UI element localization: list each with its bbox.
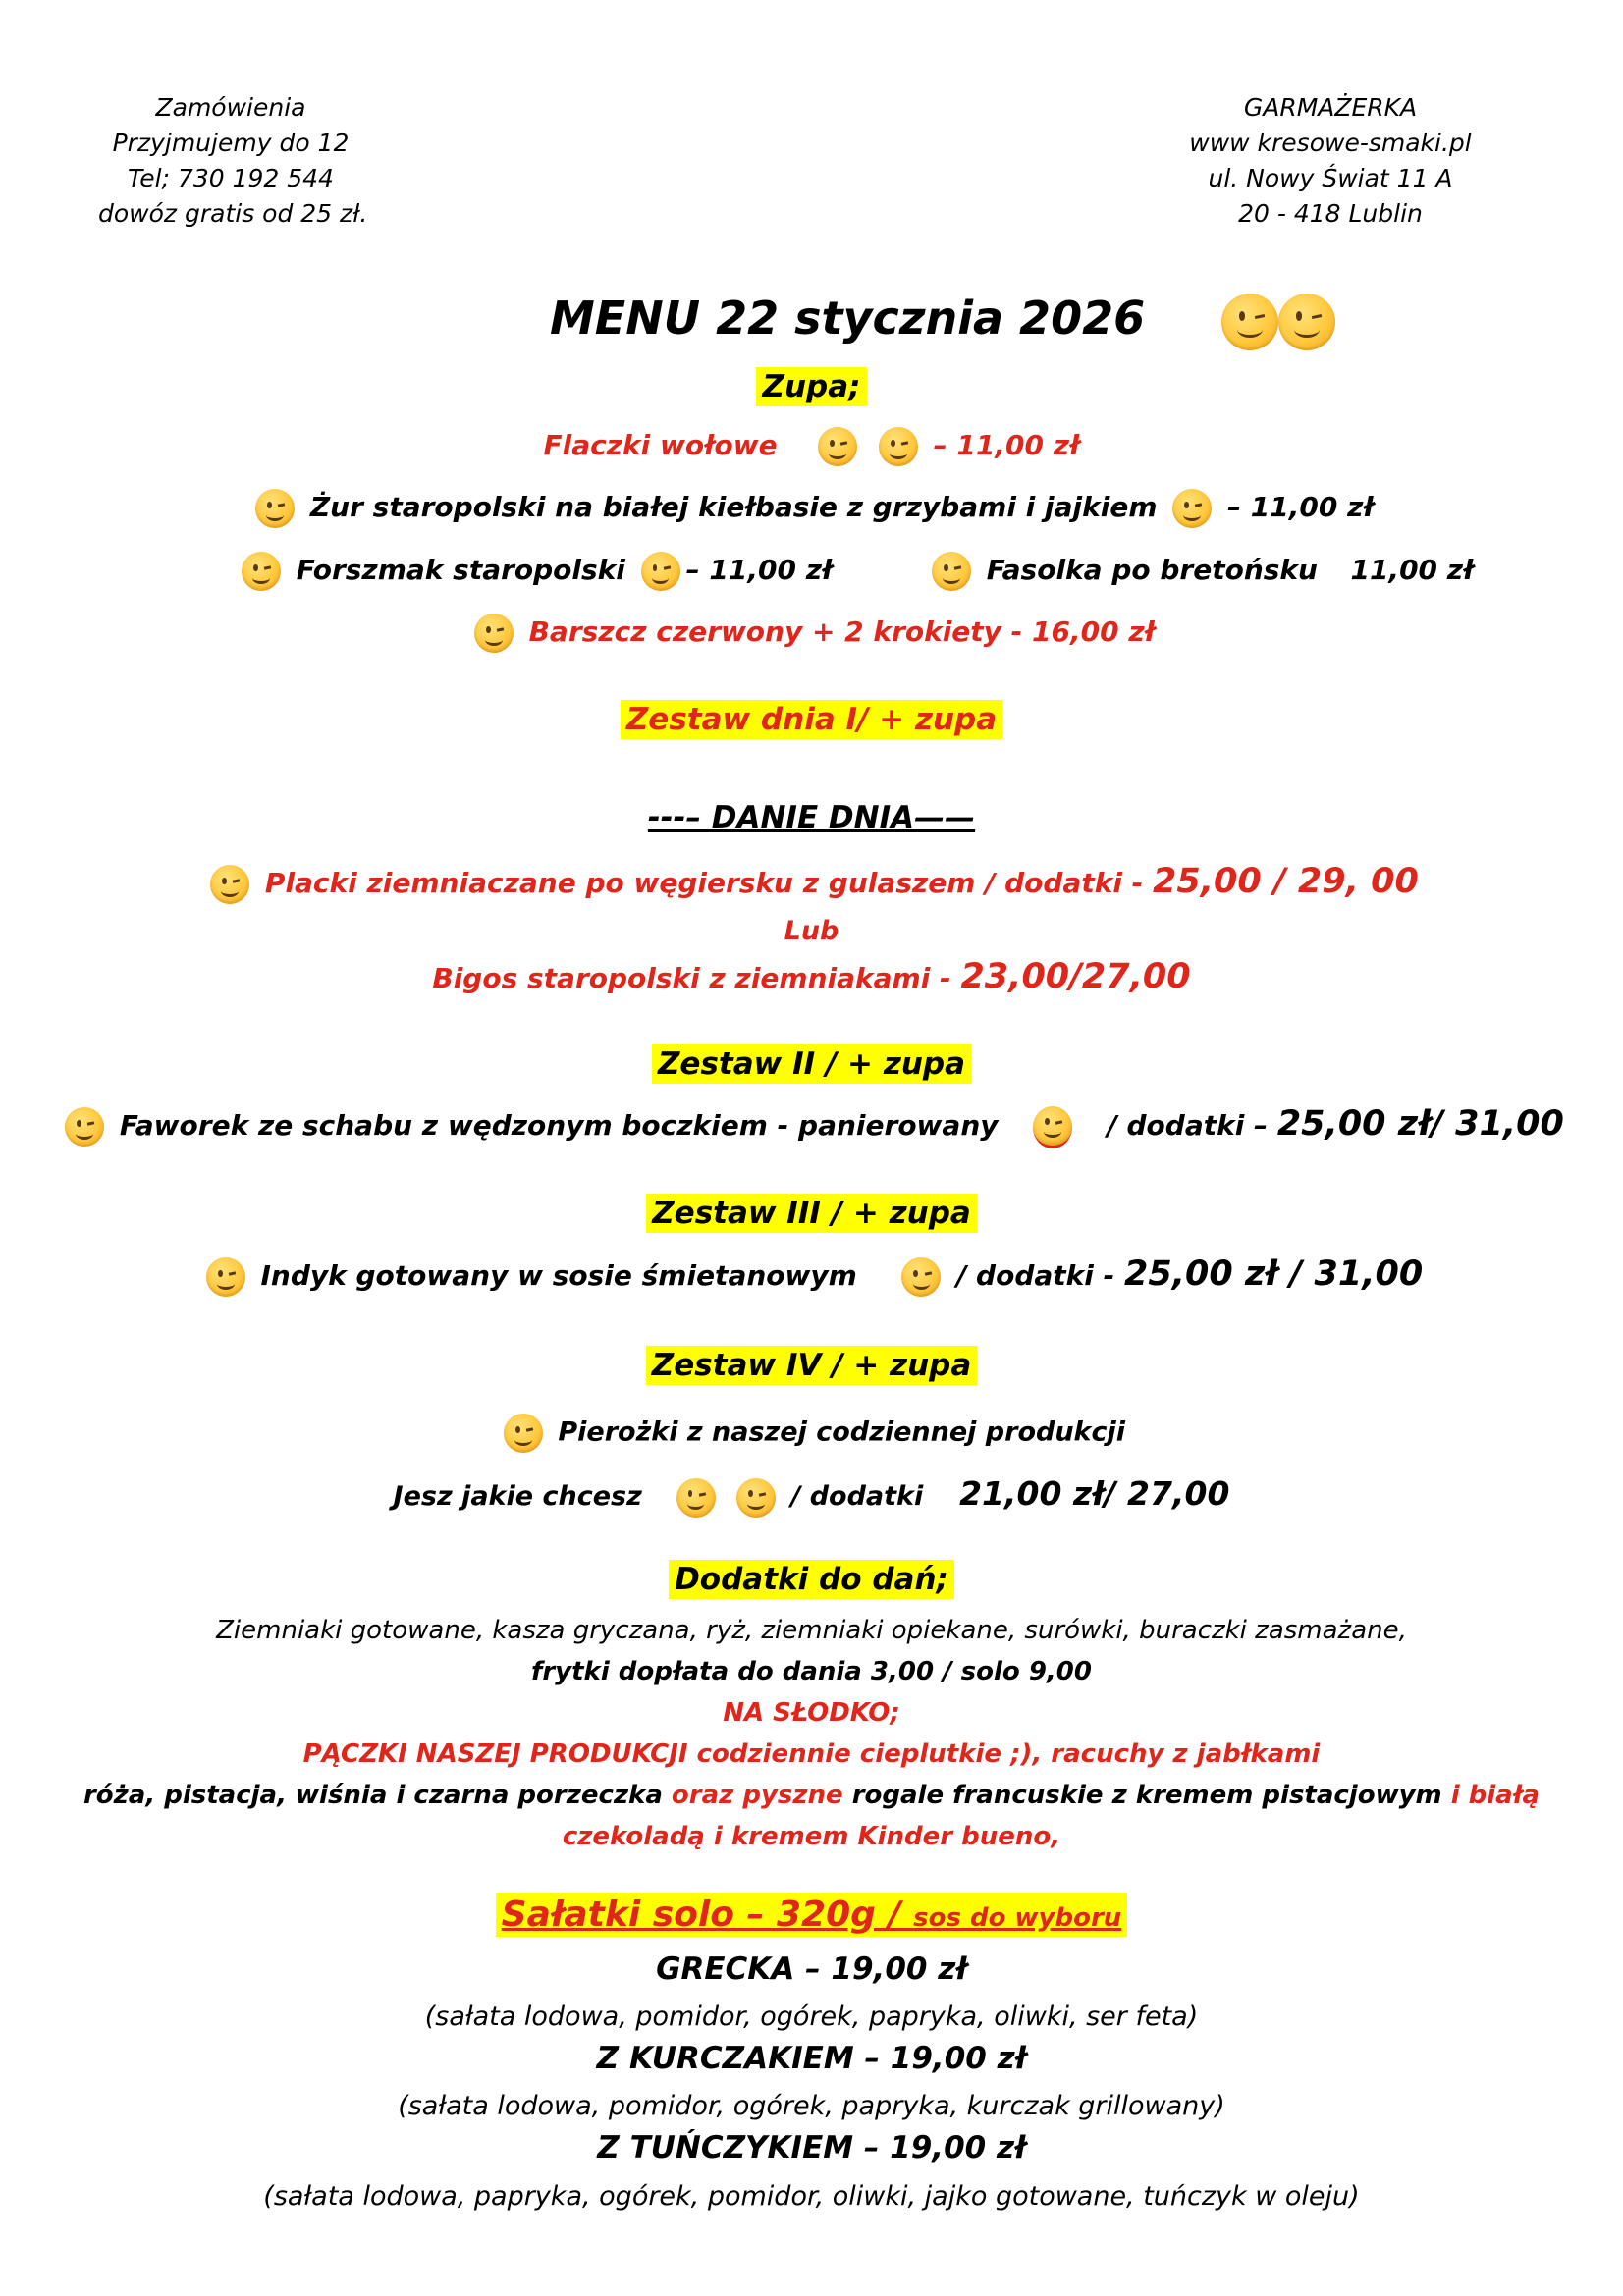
header-city: 20 - 418 Lublin xyxy=(1238,199,1423,228)
sides-heading: Dodatki do dań; xyxy=(669,1560,954,1599)
menu-title-row xyxy=(550,287,1341,350)
sweet-heading xyxy=(0,1698,1623,1728)
sides-line1 xyxy=(0,1616,1623,1645)
salad-tuna-desc xyxy=(0,2181,1623,2212)
set4-item xyxy=(0,1414,1623,1453)
wink-emoji-icon xyxy=(736,1478,776,1518)
salad-desc: (sałata lodowa, pomidor, ogórek, papryka, kurczak grillowany) xyxy=(398,2091,1225,2121)
soup-item-forszmak xyxy=(236,552,833,591)
header-hours: Przyjmujemy do 12 xyxy=(112,129,350,157)
soup-item-zur xyxy=(0,489,1623,528)
salads-heading-row xyxy=(0,1895,1623,1935)
salad-greek-desc xyxy=(0,2002,1623,2032)
set1-item-name: Bigos staropolski z ziemniakami - xyxy=(432,962,951,994)
set2-heading-row xyxy=(0,1046,1623,1082)
soup-item-name: Fasolka po bretońsku xyxy=(986,554,1318,586)
set1-item-price: 25,00 / 29, 00 xyxy=(1153,862,1419,901)
or-text: Lub xyxy=(784,916,839,946)
set4-heading-row xyxy=(0,1348,1623,1383)
soup-item-price: – 11,00 zł xyxy=(685,554,833,586)
salads-heading xyxy=(496,1893,1128,1937)
dish-of-day-heading xyxy=(0,800,1623,835)
set4-choice-text: Jesz jakie chcesz xyxy=(393,1481,642,1512)
sweet-text: i białą xyxy=(1441,1781,1541,1810)
salad-name: Z KURCZAKIEM – 19,00 zł xyxy=(596,2041,1027,2076)
set3-item-name: Indyk gotowany w sosie śmietanowym xyxy=(260,1259,857,1292)
header-left xyxy=(98,90,368,232)
set1-item-price: 23,00/27,00 xyxy=(960,957,1191,996)
soup-item-price: 11,00 zł xyxy=(1350,554,1474,586)
set3-heading-row xyxy=(0,1196,1623,1231)
set3-heading: Zestaw III / + zupa xyxy=(646,1194,977,1233)
salad-name: GRECKA – 19,00 zł xyxy=(656,1951,967,1987)
set3-item xyxy=(0,1255,1623,1297)
header-street: ul. Nowy Świat 11 A xyxy=(1208,164,1453,192)
wink-emoji-icon xyxy=(901,1257,941,1297)
wink-emoji-icon xyxy=(474,614,514,653)
header-shop-name: GARMAŻERKA xyxy=(1243,93,1418,122)
dish-of-day-text: ---– DANIE DNIA—— xyxy=(647,800,976,835)
sweet-line3 xyxy=(0,1822,1623,1851)
wink-emoji-icon xyxy=(242,552,281,591)
soup-item-flaczki xyxy=(0,427,1623,466)
wink-emoji-icon xyxy=(1278,294,1335,350)
set1-item-bigos xyxy=(0,957,1623,996)
set1-item-name: Placki ziemniaczane po węgiersku z gulaszem / dodatki - xyxy=(264,867,1144,899)
sides-line2 xyxy=(0,1657,1623,1686)
sweet-heading-text: NA SŁODKO; xyxy=(723,1698,900,1728)
header-phone: Tel; 730 192 544 xyxy=(128,164,334,192)
sweet-text: rogale francuskie z kremem pistacjowym xyxy=(851,1781,1442,1810)
set4-heading: Zestaw IV / + zupa xyxy=(646,1346,978,1385)
sweet-text: oraz pyszne xyxy=(671,1781,852,1810)
set3-item-price: 25,00 zł / 31,00 xyxy=(1123,1255,1424,1294)
wink-emoji-icon xyxy=(879,427,918,466)
set2-heading: Zestaw II / + zupa xyxy=(652,1044,971,1084)
wink-emoji-icon xyxy=(65,1107,104,1147)
salad-greek xyxy=(0,1951,1623,1987)
sweet-text: czekoladą i kremem Kinder bueno, xyxy=(562,1822,1061,1851)
wink-emoji-icon xyxy=(255,489,295,528)
sweet-line2 xyxy=(0,1781,1623,1810)
sweet-text: róża, pistacja, wiśnia i czarna porzeczka xyxy=(82,1781,672,1810)
set1-heading-row xyxy=(0,702,1623,737)
wink-emoji-icon xyxy=(1221,294,1278,350)
wink-emoji-icon xyxy=(1172,489,1212,528)
soup-item-barszcz xyxy=(0,614,1623,653)
set2-item-extra: / dodatki – xyxy=(1107,1109,1269,1142)
sweet-text: PĄCZKI NASZEJ PRODUKCJI codziennie cieplutkie ;), racuchy z jabłkami xyxy=(302,1739,1321,1769)
menu-title: MENU 22 stycznia 2026 xyxy=(550,292,1146,345)
header-right xyxy=(1173,90,1488,232)
wink-emoji-icon xyxy=(206,1257,245,1297)
soup-item-fasolka xyxy=(926,552,1474,591)
wink-emoji-icon xyxy=(641,552,680,591)
set4-choice xyxy=(0,1474,1623,1518)
wink-emoji-icon xyxy=(676,1478,716,1518)
soup-item-price: – 11,00 zł xyxy=(1227,491,1374,523)
set2-item-name: Faworek ze schabu z wędzonym boczkiem - panierowany xyxy=(119,1109,999,1142)
set1-heading: Zestaw dnia I/ + zupa xyxy=(621,700,1002,739)
set2-item-price: 25,00 zł/ 31,00 xyxy=(1276,1104,1564,1144)
set2-item xyxy=(0,1104,1623,1148)
wink-emoji-icon xyxy=(1033,1106,1072,1148)
sides-text: frytki dopłata do dania 3,00 / solo 9,00 xyxy=(531,1657,1092,1686)
header-website: www kresowe-smaki.pl xyxy=(1189,129,1472,157)
set1-item-placki xyxy=(0,862,1623,904)
salad-desc: (sałata lodowa, papryka, ogórek, pomidor, oliwki, jajko gotowane, tuńczyk w oleju) xyxy=(263,2181,1360,2212)
soup-item-name: Forszmak staropolski xyxy=(296,554,625,586)
set1-or xyxy=(0,916,1623,946)
salad-chicken xyxy=(0,2041,1623,2076)
set4-extra: / dodatki xyxy=(790,1481,924,1512)
salad-desc: (sałata lodowa, pomidor, ogórek, papryka, oliwki, ser feta) xyxy=(424,2002,1199,2032)
soup-item-name: Flaczki wołowe xyxy=(543,429,778,461)
set3-item-extra: / dodatki - xyxy=(956,1259,1115,1292)
soup-heading: Zupa; xyxy=(756,367,866,406)
header-orders: Zamówienia xyxy=(155,93,306,122)
soup-item-text: Barszcz czerwony + 2 krokiety - 16,00 zł xyxy=(528,615,1156,648)
salads-heading-sub: sos do wyboru xyxy=(913,1903,1122,1933)
salad-tuna xyxy=(0,2130,1623,2165)
soup-heading-row xyxy=(0,369,1623,404)
salad-chicken-desc xyxy=(0,2091,1623,2121)
wink-emoji-icon xyxy=(932,552,971,591)
set4-item-name: Pierożki z naszej codziennej produkcji xyxy=(558,1416,1126,1448)
sweet-line1 xyxy=(0,1739,1623,1769)
wink-emoji-icon xyxy=(504,1414,543,1453)
salads-heading-main: Sałatki solo – 320g / xyxy=(501,1895,914,1935)
salad-name: Z TUŃCZYKIEM – 19,00 zł xyxy=(597,2130,1026,2165)
soup-item-price: – 11,00 zł xyxy=(933,429,1080,461)
set4-price: 21,00 zł/ 27,00 xyxy=(959,1474,1230,1513)
sides-text: Ziemniaki gotowane, kasza gryczana, ryż, ziemniaki opiekane, surówki, buraczki zasmażane, xyxy=(216,1616,1407,1645)
wink-emoji-icon xyxy=(210,865,249,904)
header-delivery: dowóz gratis od 25 zł. xyxy=(98,199,368,228)
soup-item-name: Żur staropolski na białej kiełbasie z grzybami i jajkiem xyxy=(309,491,1158,523)
wink-emoji-icon xyxy=(818,427,857,466)
sides-heading-row xyxy=(0,1562,1623,1597)
